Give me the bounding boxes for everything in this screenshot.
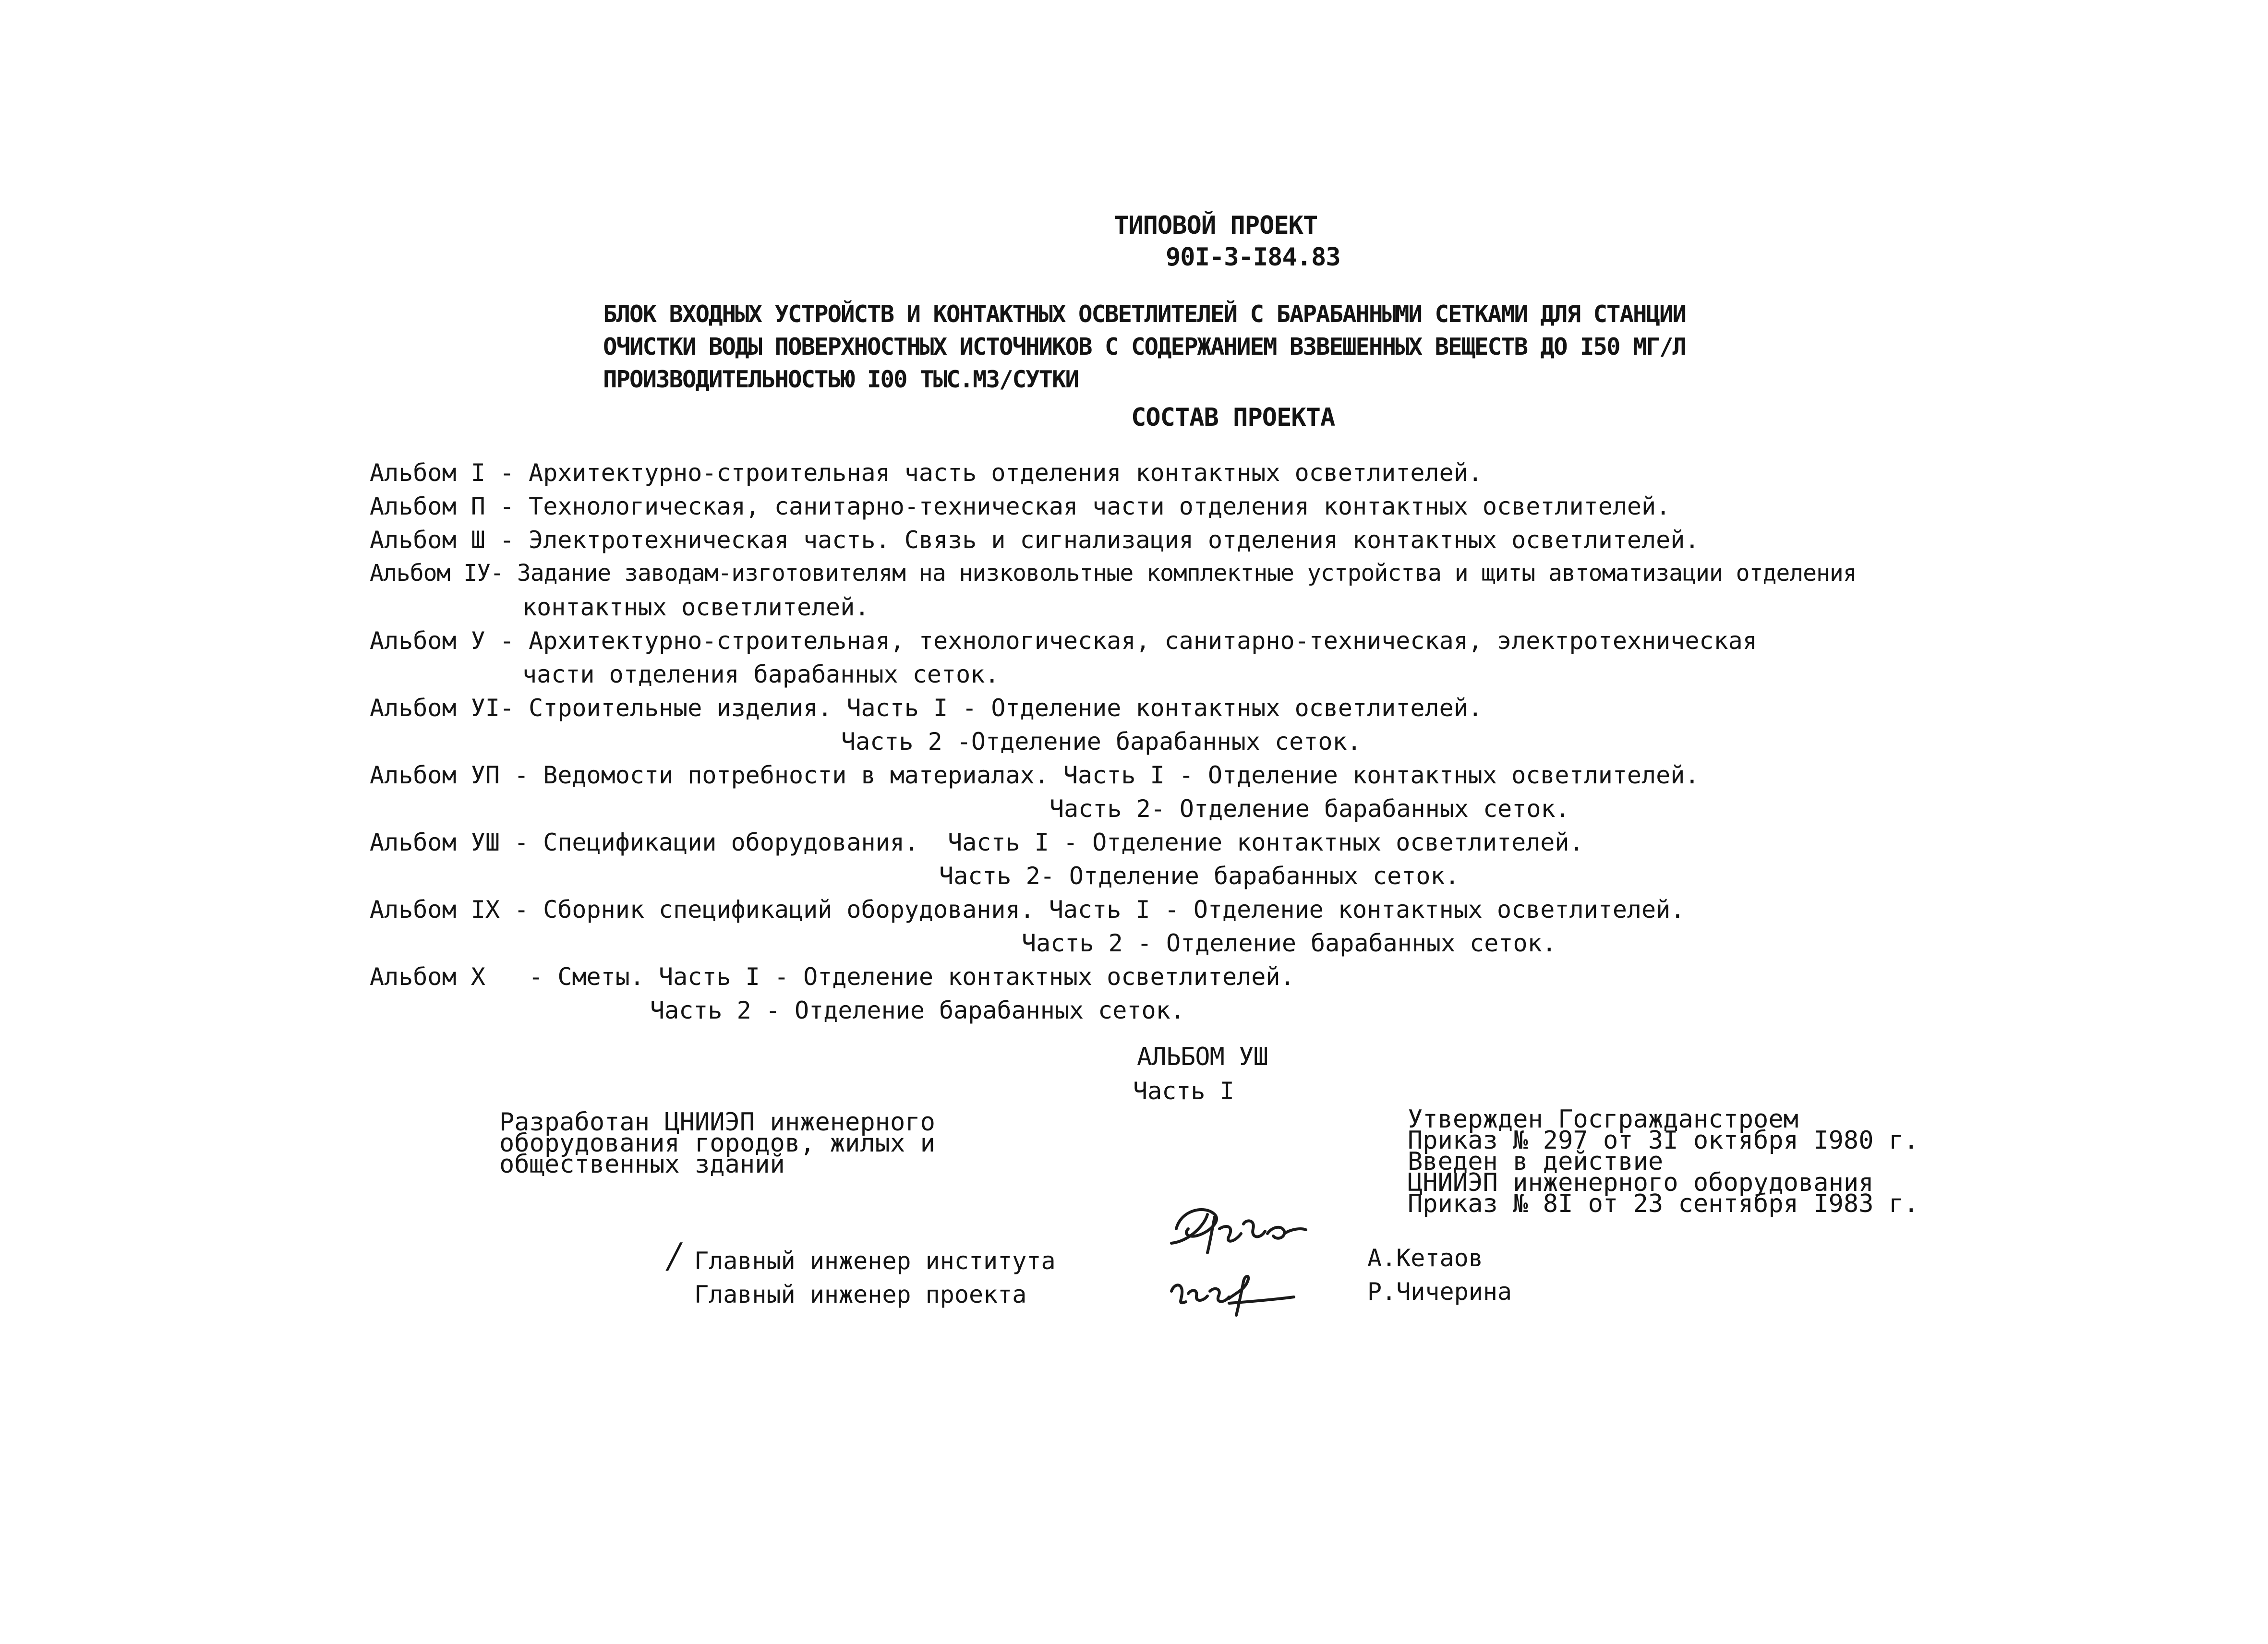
signature-name-1: А.Кетаов xyxy=(1367,1244,1483,1272)
project-title-line-2: ОЧИСТКИ ВОДЫ ПОВЕРХНОСТНЫХ ИСТОЧНИКОВ С СОДЕРЖАНИЕМ ВЗВЕШЕННЫХ ВЕЩЕСТВ ДО I50 МГ/Л xyxy=(603,333,1686,360)
album-9-part-2: Часть 2 - Отделение барабанных сеток. xyxy=(1022,929,1556,957)
album-5: Альбом У - Архитектурно-строительная, технологическая, санитарно-техническая, электротехническая xyxy=(370,627,1757,655)
developer-line-1: Разработан ЦНИИЭП инженерного xyxy=(499,1108,935,1137)
album-9: Альбом IX - Сборник спецификаций оборудования. Часть I - Отделение контактных осветлителей. xyxy=(370,896,1685,924)
section-title: СОСТАВ ПРОЕКТА xyxy=(1131,403,1335,432)
developer-line-2: оборудования городов, жилых и xyxy=(499,1129,935,1158)
album-10-part-2: Часть 2 - Отделение барабанных сеток. xyxy=(650,996,1185,1024)
slash-mark: / xyxy=(668,1236,680,1276)
project-title-line-3: ПРОИЗВОДИТЕЛЬНОСТЬЮ I00 ТЫС.МЗ/СУТКИ xyxy=(603,366,1079,393)
album-6: Альбом УI- Строительные изделия. Часть I - Отделение контактных осветлителей. xyxy=(370,694,1483,722)
album-10: Альбом X - Сметы. Часть I - Отделение контактных осветлителей. xyxy=(370,963,1295,991)
signature-role-1: Главный инженер института xyxy=(694,1247,1056,1275)
approval-line-4: ЦНИИЭП инженерного оборудования xyxy=(1408,1168,1874,1197)
approval-line-3: Введен в действие xyxy=(1408,1147,1664,1176)
album-7-part-2: Часть 2- Отделение барабанных сеток. xyxy=(1050,795,1570,823)
album-6-part-2: Часть 2 -Отделение барабанных сеток. xyxy=(841,728,1362,756)
album-8: Альбом УШ - Спецификации оборудования. Часть I - Отделение контактных осветлителей. xyxy=(370,828,1584,856)
album-7: Альбом УП - Ведомости потребности в материалах. Часть I - Отделение контактных осветлителей. xyxy=(370,761,1700,789)
project-type: ТИПОВОЙ ПРОЕКТ xyxy=(1114,211,1318,240)
album-2: Альбом П - Технологическая, санитарно-техническая части отделения контактных осветлителей. xyxy=(370,492,1671,520)
project-title-line-1: БЛОК ВХОДНЫХ УСТРОЙСТВ И КОНТАКТНЫХ ОСВЕТЛИТЕЛЕЙ С БАРАБАННЫМИ СЕТКАМИ ДЛЯ СТАНЦИИ xyxy=(603,300,1686,328)
album-8-part-2: Часть 2- Отделение барабанных сеток. xyxy=(939,862,1460,890)
album-4-cont: контактных осветлителей. xyxy=(522,593,869,621)
current-album: АЛЬБОМ УШ xyxy=(1137,1043,1268,1071)
signature-name-2: Р.Чичерина xyxy=(1367,1278,1512,1306)
developer-line-3: общественных зданий xyxy=(499,1150,785,1179)
project-code: 90I-3-I84.83 xyxy=(1166,243,1340,272)
album-4: Альбом IУ- Задание заводам-изготовителям на низковольтные комплектные устройства и щиты автоматизации отделения xyxy=(370,560,1857,587)
album-1: Альбом I - Архитектурно-строительная часть отделения контактных осветлителей. xyxy=(370,459,1483,487)
current-album-part: Часть I xyxy=(1133,1077,1234,1105)
handwritten-signature-icon xyxy=(1162,1195,1335,1339)
approval-line-1: Утвержден Госгражданстроем xyxy=(1408,1105,1798,1134)
album-3: Альбом Ш - Электротехническая часть. Связь и сигнализация отделения контактных осветлителей. xyxy=(370,526,1700,554)
approval-line-2: Приказ № 297 от 3I октября I980 г. xyxy=(1408,1126,1919,1155)
approval-line-5: Приказ № 8I от 23 сентября I983 г. xyxy=(1408,1189,1919,1218)
album-5-cont: части отделения барабанных сеток. xyxy=(522,660,1000,688)
signature-role-2: Главный инженер проекта xyxy=(694,1281,1027,1308)
